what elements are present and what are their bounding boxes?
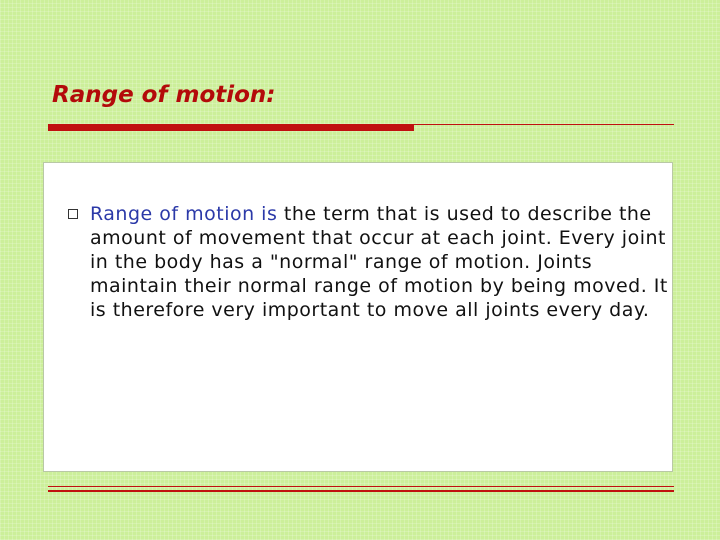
bullet-body: the term that is used to describe the amount of movement that occur at each joint. Every joint in the body has a "normal" range of motion. Joints maintain their normal range of motion by being moved. It is therefore very important to move all joints every day. xyxy=(90,203,668,321)
hollow-square-bullet-icon xyxy=(68,209,78,219)
slide-title: Range of motion: xyxy=(52,82,276,108)
term-highlight: Range of motion is xyxy=(90,203,278,225)
footer-rule-thin xyxy=(48,486,674,487)
footer-rule-thick xyxy=(48,490,674,492)
title-underline-thin xyxy=(414,124,674,125)
title-underline-thick xyxy=(48,124,414,131)
bullet-text xyxy=(90,202,680,322)
